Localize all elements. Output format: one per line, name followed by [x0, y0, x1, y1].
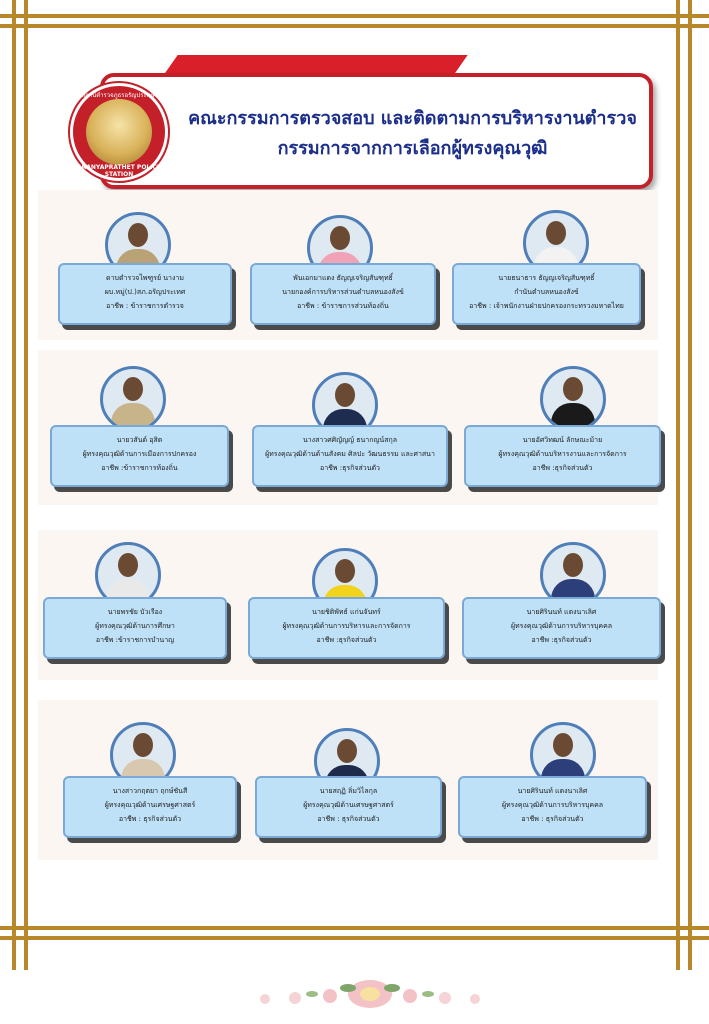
- person-head-icon: [337, 739, 357, 763]
- person-head-icon: [335, 559, 355, 583]
- member-role: ผู้ทรงคุณวุฒิด้านการบริหารบุคคล: [501, 801, 604, 809]
- member-role: นายกองค์การบริหารส่วนตำบลหนองสังข์: [282, 288, 404, 296]
- badge-icon: [86, 99, 152, 165]
- logo-text-top: สถานีตำรวจภูธรอรัญประเทศ: [81, 92, 157, 99]
- page-title: คณะกรรมการตรวจสอบ และติดตามการบริหารงานตำรวจ: [188, 108, 637, 129]
- member-role: ผู้ทรงคุณวุฒิด้านการบริหารและการจัดการ: [282, 622, 411, 630]
- member-info-card: [58, 263, 232, 325]
- header-banner: [60, 55, 650, 185]
- person-head-icon: [553, 733, 573, 757]
- member-role: ผู้ทรงคุณวุฒิด้านการศึกษา: [95, 622, 175, 630]
- member-occupation: อาชีพ :ธุรกิจส่วนตัว: [316, 636, 377, 644]
- page-subtitle: กรรมการจากการเลือกผู้ทรงคุณวุฒิ: [277, 138, 548, 159]
- member-role: กำนันตำบลหนองสังข์: [514, 288, 579, 296]
- member-name: นายชิติพัทธ์ แก่นจันทร์: [312, 608, 381, 616]
- frame-line-bottom: [0, 936, 709, 940]
- frame-line-right: [676, 0, 680, 970]
- member-info-card: [248, 597, 445, 659]
- member-photo: [540, 366, 606, 432]
- flower-decoration: [250, 972, 490, 1012]
- member-info-card: [464, 425, 661, 487]
- member-name: ดาบตำรวจไพฑูรย์ นางาม: [106, 274, 184, 282]
- member-name: นายวสันต์ อุสิต: [116, 436, 163, 444]
- logo-text-bottom: ARANYAPRATHET POLICE STATION: [77, 164, 161, 178]
- member-occupation: อาชีพ :ธุรกิจส่วนตัว: [320, 464, 380, 472]
- person-head-icon: [128, 223, 148, 247]
- member-occupation: อาชีพ :ข้าราชการท้องถิ่น: [101, 464, 178, 472]
- member-name: นายศิรินนท์ แตงนาเลิศ: [517, 787, 588, 795]
- member-occupation: อาชีพ :ธุรกิจส่วนตัว: [532, 464, 593, 472]
- member-photo: [100, 366, 166, 432]
- member-role: ผู้ทรงคุณวุฒิด้านเศรษฐศาสตร์: [104, 801, 196, 809]
- member-role: ผู้ทรงคุณวุฒิด้านการเมืองการปกครอง: [82, 450, 197, 458]
- member-name: นายอัศวิทฒน์ ลักษณะม้าย: [522, 436, 603, 444]
- member-occupation: อาชีพ : ธุรกิจส่วนตัว: [118, 815, 182, 823]
- member-info-card: [50, 425, 229, 487]
- person-head-icon: [335, 383, 355, 407]
- person-head-icon: [118, 553, 138, 577]
- member-info-card: [458, 776, 647, 838]
- frame-line-top: [0, 14, 709, 18]
- member-info-card: [252, 425, 448, 487]
- person-head-icon: [133, 733, 153, 757]
- police-station-logo: [70, 83, 168, 181]
- member-role: ผู้ทรงคุณวุฒิด้านเศรษฐศาสตร์: [303, 801, 394, 809]
- member-name: นางสาวศศิญัญญ์ ธนากญน์สกุล: [302, 436, 398, 444]
- frame-line-left: [24, 0, 28, 970]
- member-role: ผบ.หมู่(ป.)สภ.อรัญประเทศ: [104, 288, 186, 296]
- member-info-card: [43, 597, 227, 659]
- member-name: นายศิรินนท์ แตงนาเลิศ: [526, 608, 597, 616]
- member-occupation: อาชีพ : ธุรกิจส่วนตัว: [317, 815, 380, 823]
- member-occupation: อาชีพ : เจ้าพนักงานฝ่ายปกครองกระทรวงมหาดไทย: [469, 302, 624, 310]
- member-info-card: [250, 263, 436, 325]
- member-name: นายสฤฏิ ลิ่มวิไลกุล: [319, 787, 378, 795]
- member-info-card: [255, 776, 442, 838]
- person-head-icon: [563, 553, 583, 577]
- member-occupation: อาชีพ : ข้าราชการส่วนท้องถิ่น: [297, 302, 389, 310]
- member-role: ผู้ทรงคุณวุฒิด้านการบริหารบุคคล: [510, 622, 613, 630]
- person-head-icon: [546, 221, 566, 245]
- frame-line-top: [0, 24, 709, 28]
- member-role: ผู้ทรงคุณวุฒิด้านด้านสังคม ศิลปะ วัฒนธรรม และศาสนา: [265, 450, 435, 458]
- member-occupation: อาชีพ : ธุรกิจส่วนตัว: [521, 815, 584, 823]
- member-name: นายธนาธาร ธัญญเจริญสันฑุทธิ์: [498, 274, 595, 282]
- frame-line-right: [688, 0, 692, 970]
- member-name: นายพรชัย บัวเรือง: [107, 608, 163, 616]
- member-occupation: อาชีพ :ธุรกิจส่วนตัว: [531, 636, 592, 644]
- member-role: ผู้ทรงคุณวุฒิด้านบริหารงานและการจัดการ: [498, 450, 627, 458]
- member-info-card: [63, 776, 237, 838]
- person-head-icon: [123, 377, 143, 401]
- member-name: พันเอกมาแดง ธัญญเจริญสันฑุทธิ์: [293, 274, 393, 282]
- member-occupation: อาชีพ :ข้าราชการบำนาญ: [95, 636, 175, 644]
- member-occupation: อาชีพ : ข้าราชการตำรวจ: [106, 302, 184, 310]
- frame-line-bottom: [0, 926, 709, 930]
- frame-line-left: [12, 0, 16, 970]
- member-name: นางสาวกฤตยา ฤกษ์ชันสี: [112, 787, 188, 795]
- member-info-card: [462, 597, 661, 659]
- member-info-card: [452, 263, 641, 325]
- person-head-icon: [330, 226, 350, 250]
- person-head-icon: [563, 377, 583, 401]
